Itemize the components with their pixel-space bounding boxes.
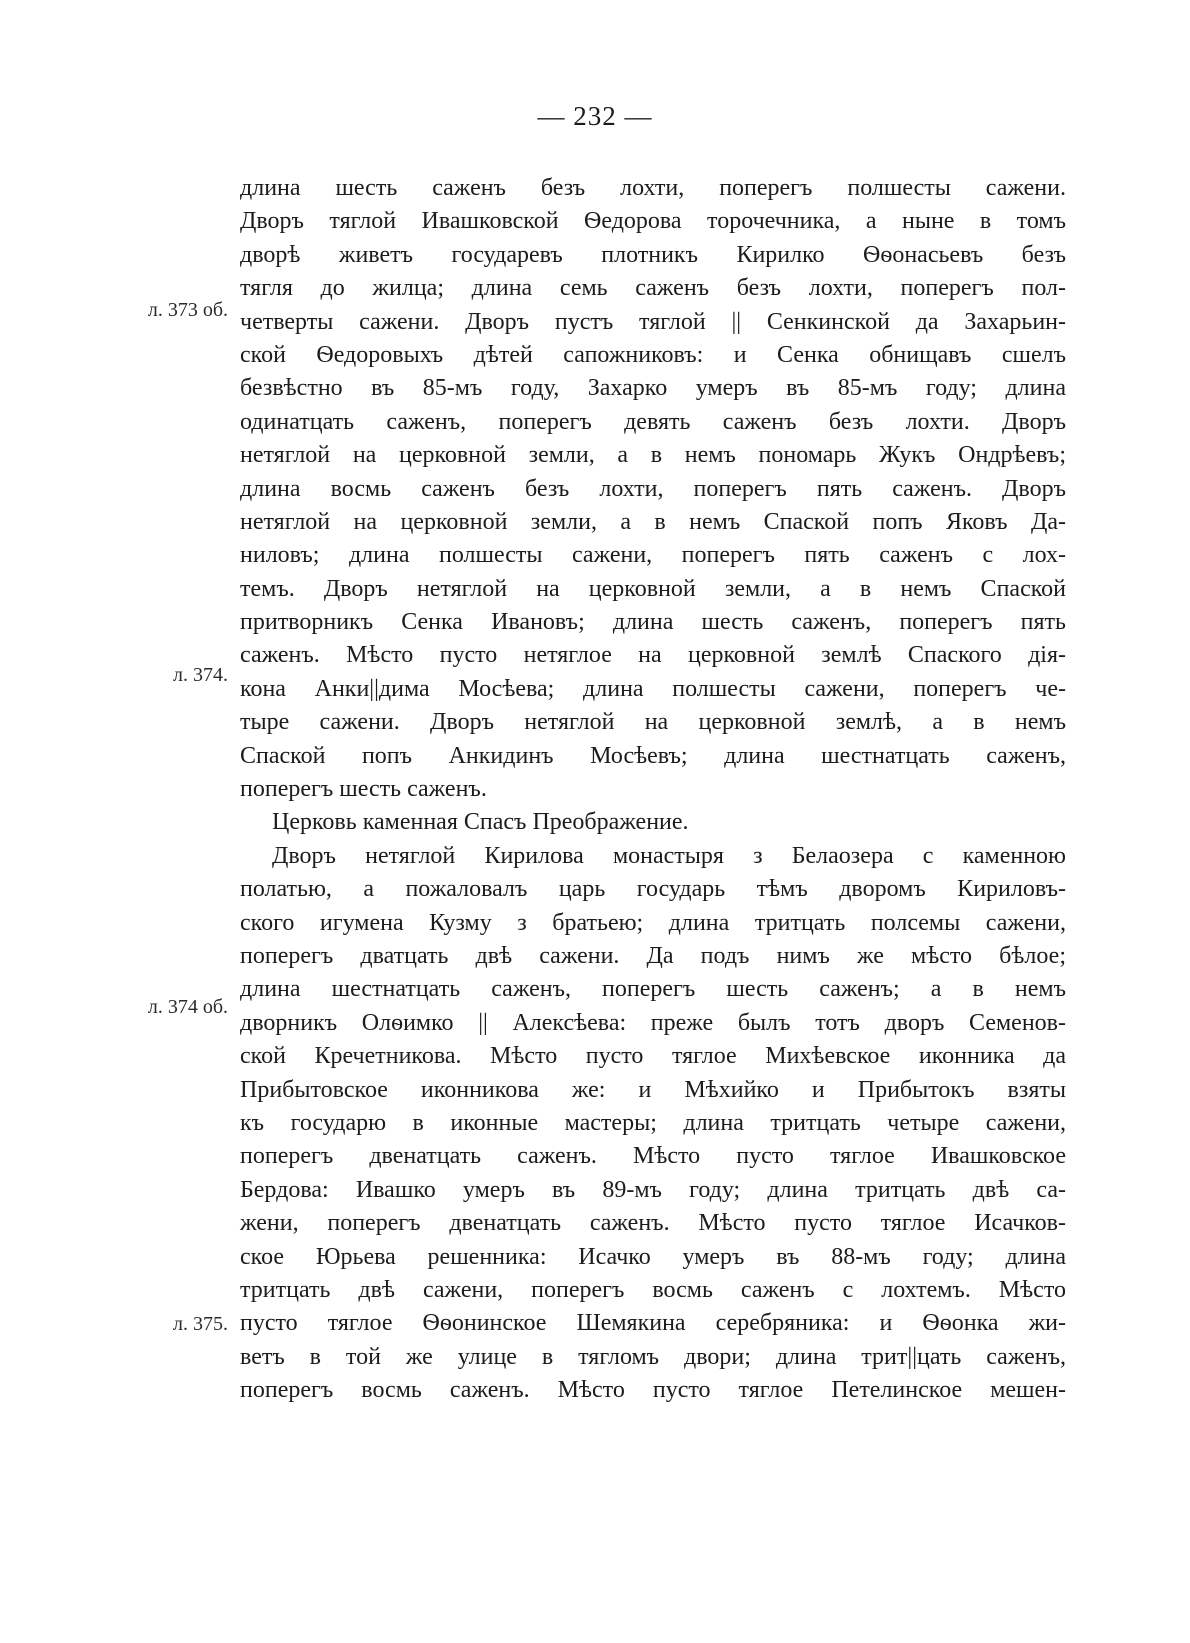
text-line: ветъ в той же улице в тягломъ двори; длина трит||цать саженъ, bbox=[240, 1343, 1066, 1370]
text-line: длина шесть саженъ безъ лохти, поперегъ полшесты сажени. bbox=[240, 175, 1066, 201]
text-line: поперегъ восмь саженъ. Мѣсто пусто тяглое Петелинское мешен- bbox=[240, 1377, 1066, 1404]
text-line: Дворъ нетяглой Кирилова монастыря з Белаозера с каменною bbox=[272, 842, 1066, 869]
text-line: кона Анки||дима Мосѣева; длина полшесты сажени, поперегъ че- bbox=[240, 675, 1066, 702]
text-line: темъ. Дворъ нетяглой на церковной земли, а в немъ Спаской bbox=[240, 575, 1066, 602]
text-line: къ государю в иконные мастеры; длина тритцать четыре сажени, bbox=[240, 1109, 1066, 1136]
text-line: Прибытовское иконникова же: и Мѣхийко и Прибытокъ взяты bbox=[240, 1076, 1066, 1103]
text-line: поперегъ двенатцать саженъ. Мѣсто пусто тяглое Ивашковское bbox=[240, 1143, 1066, 1170]
text-line: полатью, а пожаловалъ царь государь тѣмъ дворомъ Кириловъ- bbox=[240, 876, 1066, 903]
margin-note: л. 373 об. bbox=[147, 299, 228, 321]
text-line: тритцать двѣ сажени, поперегъ восмь саженъ с лохтемъ. Мѣсто bbox=[240, 1276, 1066, 1303]
text-line: одинатцать саженъ, поперегъ девять саженъ безъ лохти. Дворъ bbox=[240, 408, 1066, 435]
text-line: Спаской попъ Анкидинъ Мосѣевъ; длина шестнатцать саженъ, bbox=[240, 742, 1066, 769]
margin-note: л. 374 об. bbox=[147, 996, 228, 1018]
text-line: тягля до жилца; длина семь саженъ безъ лохти, поперегъ пол- bbox=[240, 275, 1066, 302]
text-line: притворникъ Сенка Ивановъ; длина шесть саженъ, поперегъ пять bbox=[240, 609, 1066, 636]
body-text bbox=[240, 172, 1066, 1407]
text-line: жени, поперегъ двенатцать саженъ. Мѣсто пусто тяглое Исачков- bbox=[240, 1210, 1066, 1237]
margin-note: л. 374. bbox=[173, 664, 228, 686]
text-line: Дворъ тяглой Ивашковской Ѳедорова торочечника, а ныне в томъ bbox=[240, 208, 1066, 235]
text-line: ской Кречетникова. Мѣсто пусто тяглое Михѣевское иконника да bbox=[240, 1043, 1066, 1070]
margin-notes bbox=[0, 0, 240, 1643]
text-line: дворѣ живетъ государевъ плотникъ Кирилко Ѳѳонасьевъ безъ bbox=[240, 241, 1066, 268]
text-line: длина восмь саженъ безъ лохти, поперегъ пять саженъ. Дворъ bbox=[240, 475, 1066, 502]
text-line: ниловъ; длина полшесты сажени, поперегъ пять саженъ с лох- bbox=[240, 542, 1066, 569]
text-line: ского игумена Кузму з братьею; длина тритцать полсемы сажени, bbox=[240, 909, 1066, 936]
margin-note: л. 375. bbox=[173, 1313, 228, 1335]
text-line: Бердова: Ивашко умеръ въ 89-мъ году; длина тритцать двѣ са- bbox=[240, 1176, 1066, 1203]
text-line: нетяглой на церковной земли, а в немъ Спаской попъ Яковъ Да- bbox=[240, 508, 1066, 535]
text-line: тыре сажени. Дворъ нетяглой на церковной землѣ, а в немъ bbox=[240, 709, 1066, 736]
text-line: безвѣстно въ 85-мъ году, Захарко умеръ въ 85-мъ году; длина bbox=[240, 375, 1066, 402]
text-line: поперегъ дватцать двѣ сажени. Да подъ нимъ же мѣсто бѣлое; bbox=[240, 942, 1066, 969]
page-number: — 232 — bbox=[537, 101, 653, 131]
text-line: ской Ѳедоровыхъ дѣтей сапожниковъ: и Сенка обнищавъ сшелъ bbox=[240, 341, 1066, 368]
text-line: пусто тяглое Ѳѳонинское Шемякина серебряника: и Ѳѳонка жи- bbox=[240, 1310, 1066, 1337]
text-line: ское Юрьева решенника: Исачко умеръ въ 88-мъ году; длина bbox=[240, 1243, 1066, 1270]
text-line: дворникъ Олѳимко || Алексѣева: преже былъ тотъ дворъ Семенов- bbox=[240, 1009, 1066, 1036]
section-heading: Церковь каменная Спасъ Преображение. bbox=[272, 809, 689, 836]
text-line: четверты сажени. Дворъ пустъ тяглой || Сенкинской да Захарьин- bbox=[240, 308, 1066, 335]
text-line: нетяглой на церковной земли, а в немъ пономарь Жукъ Ондрѣевъ; bbox=[240, 442, 1066, 469]
text-line: поперегъ шесть саженъ. bbox=[240, 776, 487, 803]
text-line: саженъ. Мѣсто пусто нетяглое на церковной землѣ Спаского дія- bbox=[240, 642, 1066, 669]
text-line: длина шестнатцать саженъ, поперегъ шесть саженъ; а в немъ bbox=[240, 976, 1066, 1003]
